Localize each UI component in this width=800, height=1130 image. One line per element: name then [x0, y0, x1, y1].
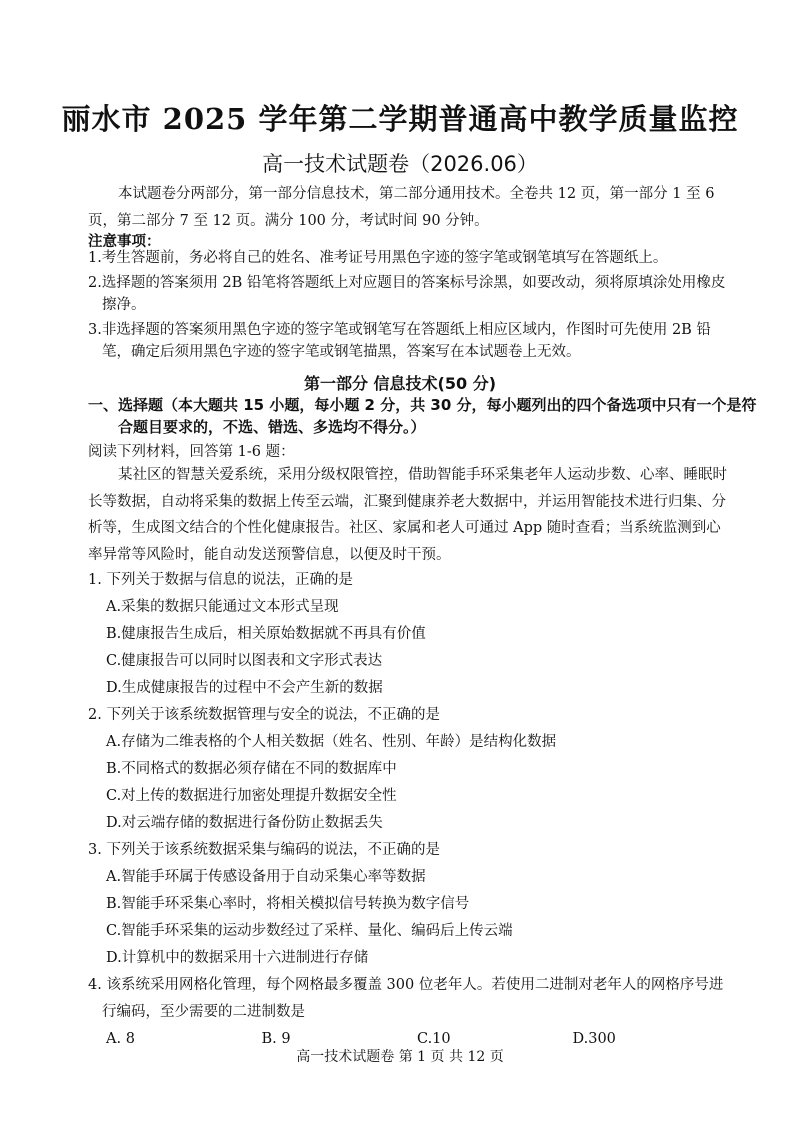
question-stem: 2. 下列关于该系统数据管理与安全的说法，不正确的是	[88, 707, 440, 723]
notes-heading: 注意事项：	[88, 234, 161, 250]
question-stem: 4. 该系统采用网格化管理，每个网格最多覆盖 300 位老年人。若使用二进制对老年人的网格序号进行编码，至少需要的二进制数是	[88, 977, 724, 1020]
exam-title: 丽水市 2025 学年第二学期普通高中教学质量监控	[61, 102, 739, 136]
question-stem: 1. 下列关于数据与信息的说法，正确的是	[88, 572, 353, 588]
notes-list	[88, 247, 728, 366]
note-item: 1.考生答题前，务必将自己的姓名、准考证号用黑色字迹的签字笔或钢笔填写在答题纸上。	[88, 250, 668, 266]
option-c: C.10	[417, 1031, 451, 1047]
question-3	[88, 837, 728, 972]
option-b: B. 9	[261, 1031, 291, 1047]
question-1	[88, 567, 728, 702]
option-a: A.存储为二维表格的个人相关数据（姓名、性别、年龄）是结构化数据	[106, 734, 557, 750]
question-4	[88, 972, 728, 1053]
option-b: B.智能手环采集心率时，将相关模拟信号转换为数字信号	[106, 896, 470, 912]
note-item: 2.选择题的答案须用 2B 铅笔将答题纸上对应题目的答案标号涂黑，如要改动，须将原填涂处用橡皮擦净。	[88, 275, 726, 313]
reading-instruction: 阅读下列材料，回答第 1-6 题：	[88, 444, 295, 460]
option-c: C.智能手环采集的运动步数经过了采样、量化、编码后上传云端	[106, 923, 513, 939]
question-stem: 3. 下列关于该系统数据采集与编码的说法，不正确的是	[88, 842, 440, 858]
option-d: D.对云端存储的数据进行备份防止数据丢失	[106, 815, 383, 831]
page-footer: 高一技术试题卷 第 1 页 共 12 页	[296, 1049, 504, 1065]
option-c: C.对上传的数据进行加密处理提升数据安全性	[106, 788, 397, 804]
reading-passage: 某社区的智慧关爱系统，采用分级权限管控，借助智能手环采集老年人运动步数、心率、睡眠时长等数据，自动将采集的数据上传至云端，汇聚到健康养老大数据中，并运用智能技术进行归集、分析等，生成图文结合的个性化健康报告。社区、家属和老人可通过 App 随时查看；当系统监测到心率异常等风险时，能自动发送预警信息，以便及时干预。	[88, 467, 727, 563]
option-a: A. 8	[106, 1031, 135, 1047]
option-d: D.生成健康报告的过程中不会产生新的数据	[106, 680, 383, 696]
option-a: A.智能手环属于传感设备用于自动采集心率等数据	[106, 869, 426, 885]
part-title: 第一部分 信息技术(50 分)	[303, 374, 497, 393]
intro-paragraph: 本试题卷分两部分，第一部分信息技术，第二部分通用技术。全卷共 12 页，第一部分 1 至 6 页，第二部分 7 至 12 页。满分 100 分，考试时间 90 分钟。	[88, 186, 715, 229]
option-d: D.计算机中的数据采用十六进制进行存储	[106, 950, 369, 966]
option-a: A.采集的数据只能通过文本形式呈现	[106, 599, 339, 615]
note-item: 3.非选择题的答案须用黑色字迹的签字笔或钢笔写在答题纸上相应区域内，作图时可先使用 2B 铅笔，确定后须用黑色字迹的签字笔或钢笔描黑，答案写在本试题卷上无效。	[88, 322, 711, 360]
option-b: B.不同格式的数据必须存储在不同的数据库中	[106, 761, 397, 777]
exam-subtitle: 高一技术试题卷（2026.06）	[262, 152, 538, 176]
question-list	[88, 567, 728, 1053]
option-b: B.健康报告生成后，相关原始数据就不再具有价值	[106, 626, 426, 642]
option-d: D.300	[572, 1031, 616, 1047]
question-2	[88, 702, 728, 837]
option-c: C.健康报告可以同时以图表和文字形式表达	[106, 653, 383, 669]
section-heading: 一、选择题（本大题共 15 小题，每小题 2 分，共 30 分，每小题列出的四个备选项中只有一个是符合题目要求的，不选、错选、多选均不得分。）	[88, 396, 757, 436]
